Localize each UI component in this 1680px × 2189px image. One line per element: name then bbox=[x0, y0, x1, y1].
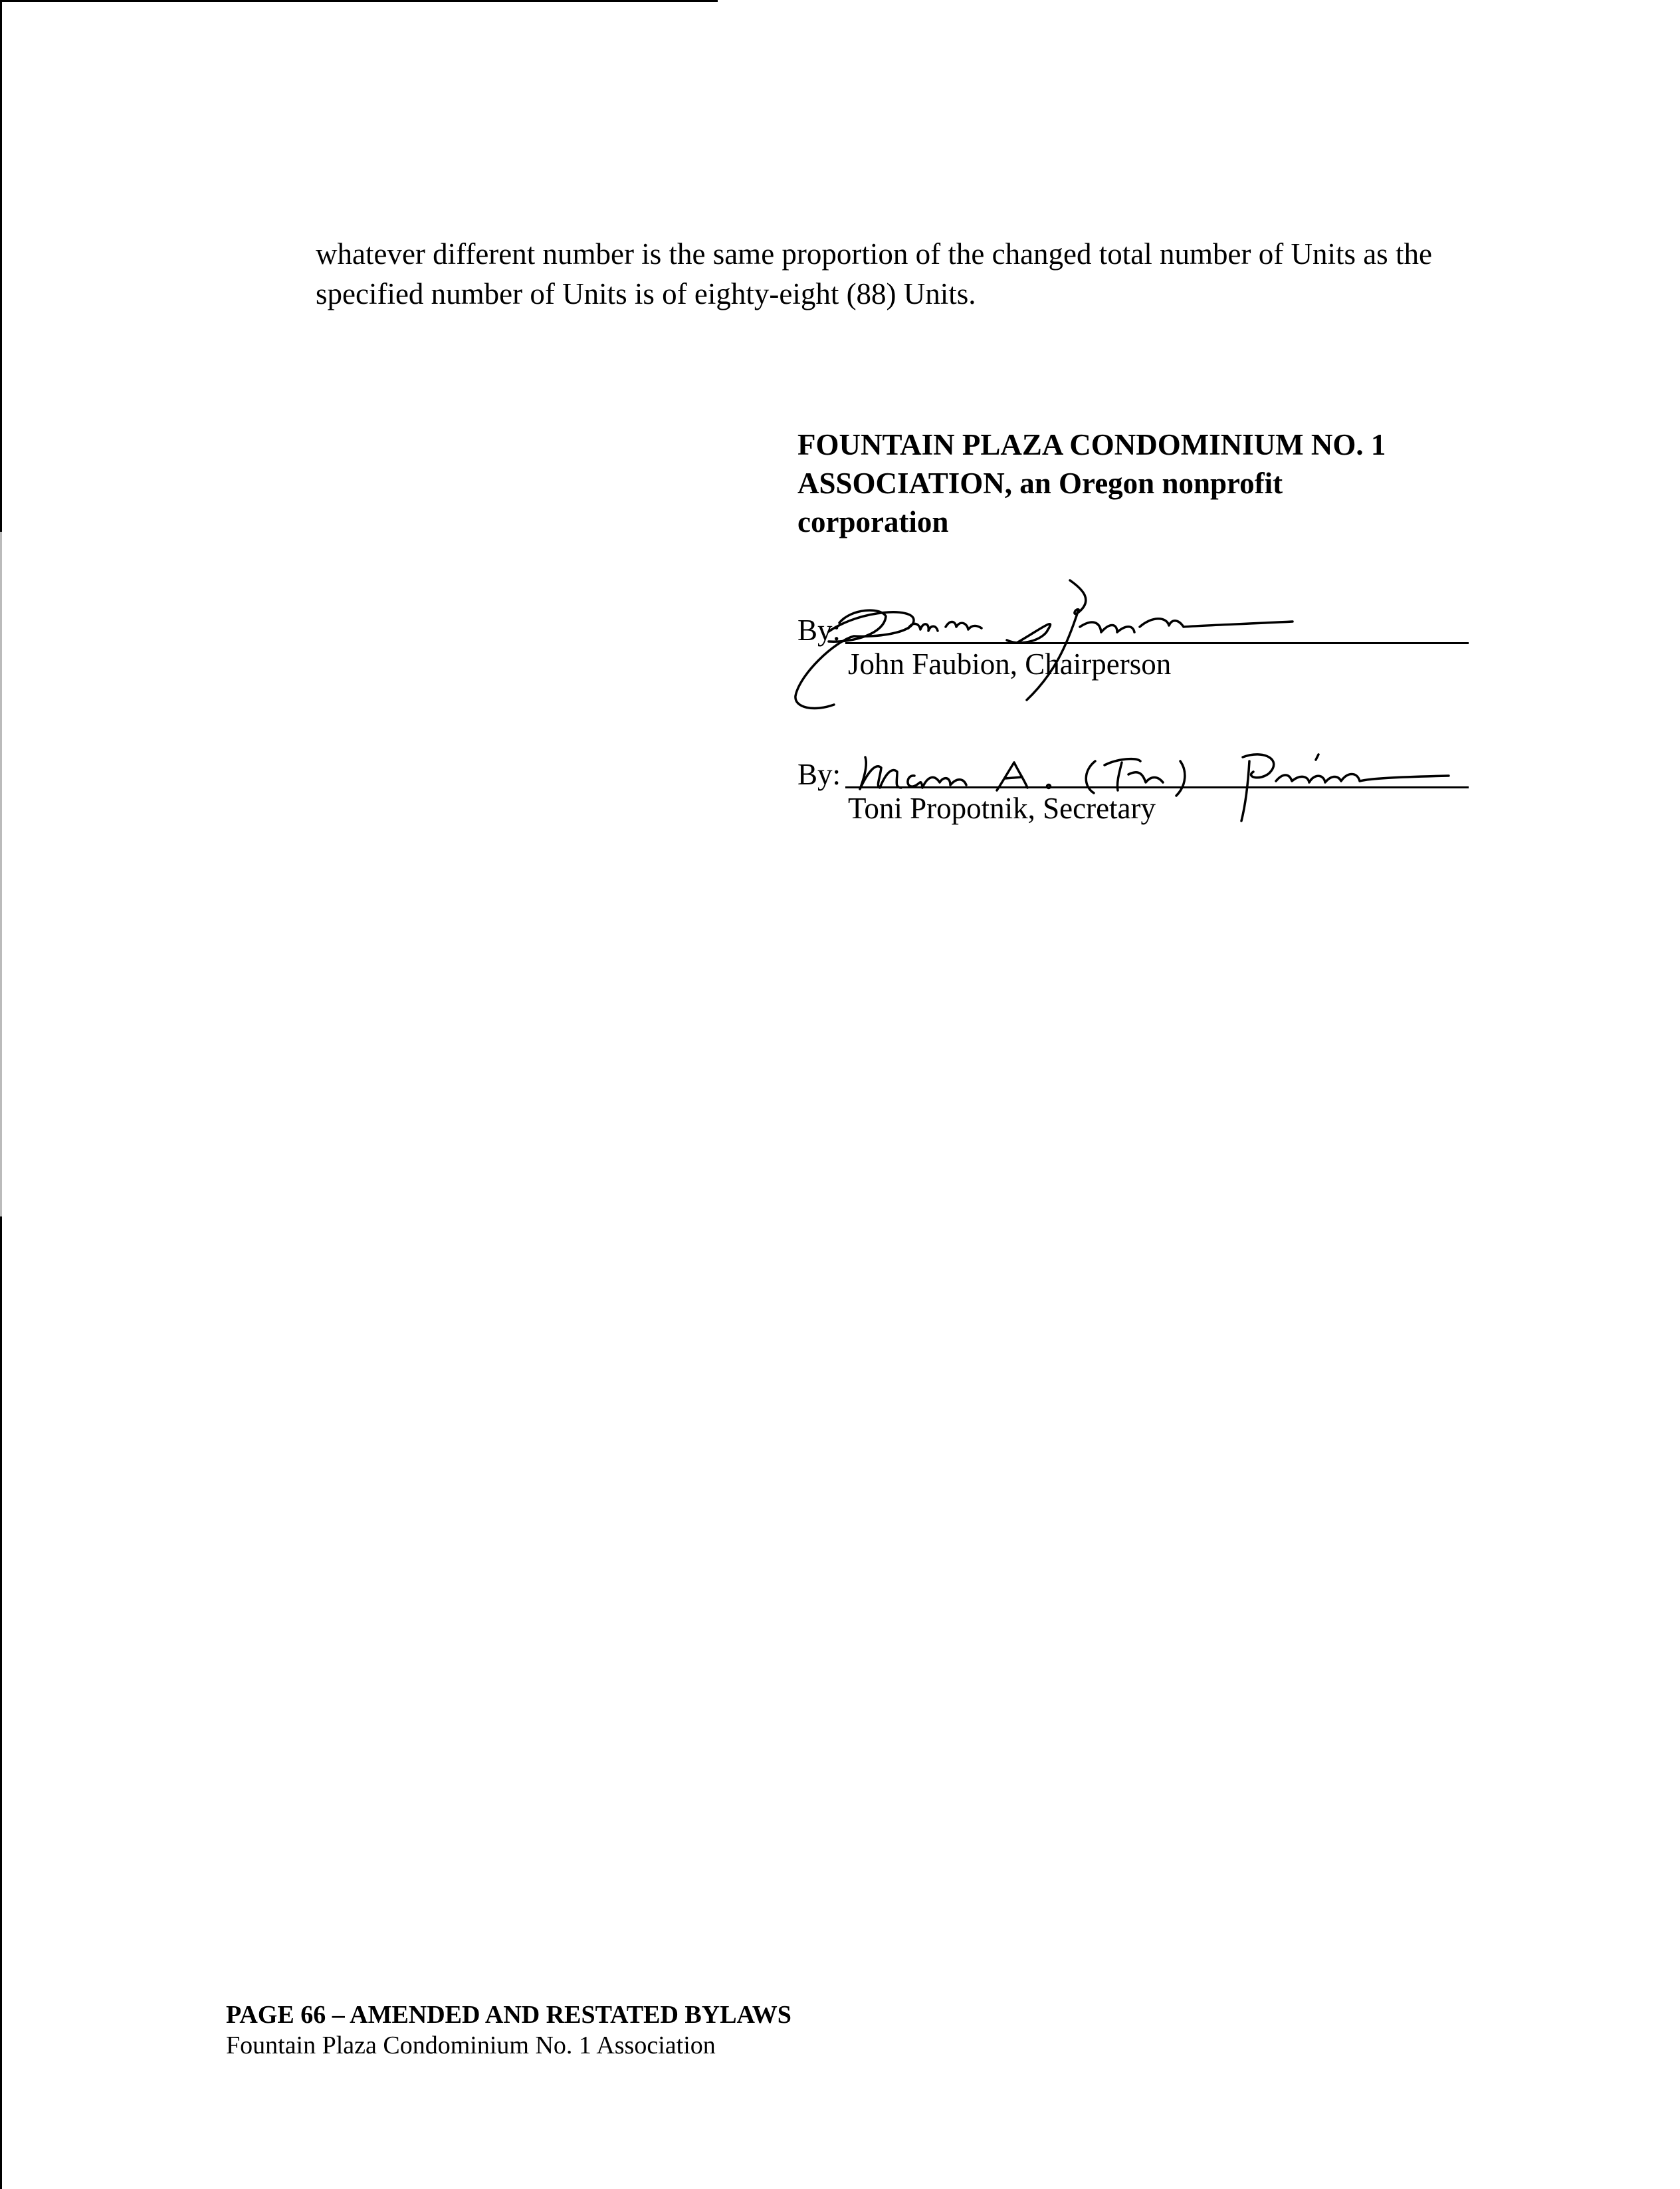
association-name-line-1: FOUNTAIN PLAZA CONDOMINIUM NO. 1 bbox=[797, 428, 1386, 461]
footer-title: PAGE 66 – AMENDED AND RESTATED BYLAWS bbox=[226, 2001, 791, 2029]
signer-name-secretary: Toni Propotnik, Secretary bbox=[848, 792, 1156, 825]
association-name-line-2: ASSOCIATION, an Oregon nonprofit bbox=[797, 467, 1283, 500]
signer-name-chairperson: John Faubion, Chairperson bbox=[848, 647, 1172, 681]
scan-edge-left-faint bbox=[0, 532, 2, 1216]
scan-edge-top bbox=[0, 0, 718, 2]
by-label: By: bbox=[797, 614, 841, 647]
page-footer bbox=[226, 2000, 1156, 2061]
signature-line bbox=[845, 642, 1469, 644]
signature-row bbox=[797, 608, 1469, 647]
signature-block-chairperson bbox=[797, 608, 1469, 681]
association-name-line-3: corporation bbox=[797, 505, 949, 538]
body-paragraph: whatever different number is the same proportion of the changed total number of Units as the specified number of Units is of eighty-eight (88) Units. bbox=[316, 237, 1432, 310]
signature-line bbox=[845, 786, 1469, 788]
signature-block-secretary bbox=[797, 752, 1469, 826]
by-label: By: bbox=[797, 758, 841, 791]
footer-subtitle: Fountain Plaza Condominium No. 1 Association bbox=[226, 2031, 716, 2059]
signature-row bbox=[797, 752, 1469, 791]
association-name-block bbox=[797, 425, 1462, 541]
